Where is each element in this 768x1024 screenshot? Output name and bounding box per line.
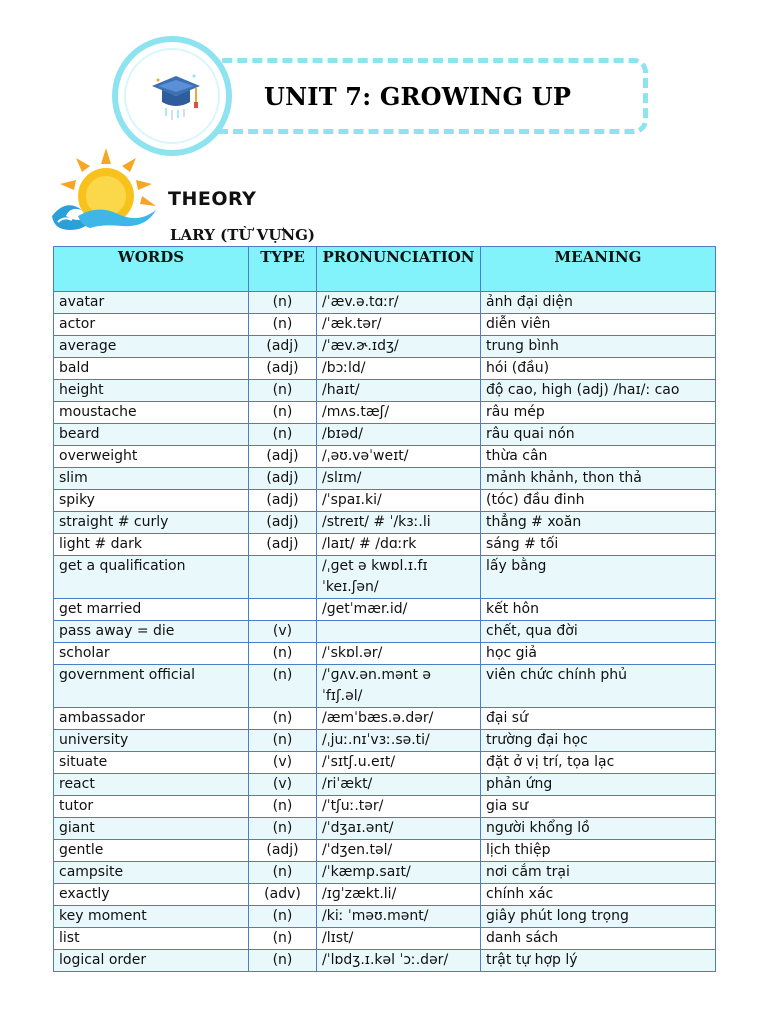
table-row [54,665,716,708]
section-theory-label: THEORY [168,188,257,210]
cell-word: key moment [54,906,249,928]
cell-word: pass away = die [54,621,249,643]
table-row [54,336,716,358]
cell-word: slim [54,468,249,490]
header-meaning: MEANING [481,247,716,292]
cell-pronunciation: /ˈsɪtʃ.u.eɪt/ [317,752,481,774]
cell-pronunciation: /laɪt/ # /dɑːrk [317,534,481,556]
cell-pronunciation: /ˈskɒl.ər/ [317,643,481,665]
table-row [54,796,716,818]
cell-meaning: chết, qua đời [481,621,716,643]
cell-pronunciation: /lɪst/ [317,928,481,950]
cell-type: (adj) [249,336,317,358]
cell-type: (n) [249,796,317,818]
cell-pronunciation: /ɪɡˈzækt.li/ [317,884,481,906]
cell-meaning: lịch thiệp [481,840,716,862]
cell-type: (n) [249,906,317,928]
table-header-row [54,247,716,292]
cell-type [249,599,317,621]
cell-pronunciation: /ˈdʒen.təl/ [317,840,481,862]
cell-type: (v) [249,774,317,796]
cell-type: (n) [249,380,317,402]
header-pronunciation: PRONUNCIATION [317,247,481,292]
cell-pronunciation: /ˈæk.tər/ [317,314,481,336]
table-row [54,840,716,862]
cell-word: moustache [54,402,249,424]
cell-type [249,556,317,599]
page-title: UNIT 7: GROWING UP [264,82,572,111]
cell-pronunciation: /slɪm/ [317,468,481,490]
cell-meaning: thừa cân [481,446,716,468]
cell-pronunciation: /ˈspaɪ.ki/ [317,490,481,512]
cell-meaning: râu mép [481,402,716,424]
cell-pronunciation: /ˈtʃuː.tər/ [317,796,481,818]
cell-type: (adj) [249,446,317,468]
cell-meaning: học giả [481,643,716,665]
cell-pronunciation: /æmˈbæs.ə.dər/ [317,708,481,730]
cell-type: (n) [249,708,317,730]
cell-word: situate [54,752,249,774]
cell-pronunciation: /kiː ˈməʊ.mənt/ [317,906,481,928]
table-row [54,708,716,730]
cell-meaning: trung bình [481,336,716,358]
cell-word: straight # curly [54,512,249,534]
cell-word: tutor [54,796,249,818]
cell-type: (adj) [249,840,317,862]
cell-pronunciation: /mʌs.tæʃ/ [317,402,481,424]
cell-word: beard [54,424,249,446]
cell-meaning: thẳng # xoăn [481,512,716,534]
cell-meaning: nơi cắm trại [481,862,716,884]
vocabulary-table [53,246,716,972]
cell-pronunciation: /ˈkæmp.saɪt/ [317,862,481,884]
header-words: WORDS [54,247,249,292]
cell-type: (n) [249,292,317,314]
table-row [54,468,716,490]
cell-meaning: độ cao, high (adj) /haɪ/: cao [481,380,716,402]
cell-word: giant [54,818,249,840]
cell-meaning: trường đại học [481,730,716,752]
sun-icon [48,146,163,242]
table-row [54,950,716,972]
cell-pronunciation [317,621,481,643]
cell-pronunciation: /bɪəd/ [317,424,481,446]
cell-meaning: trật tự hợp lý [481,950,716,972]
cell-type: (n) [249,402,317,424]
cell-pronunciation: /streɪt/ # ˈ/kɜː.li [317,512,481,534]
cell-word: logical order [54,950,249,972]
cell-pronunciation: /ˈlɒdʒ.ɪ.kəl ˈɔː.dər/ [317,950,481,972]
cell-type: (n) [249,314,317,336]
graduation-cap-icon [150,72,202,122]
cell-meaning: danh sách [481,928,716,950]
cell-type: (n) [249,928,317,950]
table-row [54,774,716,796]
table-row [54,906,716,928]
cell-meaning: hói (đầu) [481,358,716,380]
cell-type: (adj) [249,468,317,490]
cell-meaning: diễn viên [481,314,716,336]
cell-type: (n) [249,950,317,972]
table-row [54,752,716,774]
cell-pronunciation: /ɡetˈmær.id/ [317,599,481,621]
cell-meaning: gia sư [481,796,716,818]
vocabulary-heading: LARY (TỪ VỰNG) [170,226,316,244]
cell-word: scholar [54,643,249,665]
cell-pronunciation: /riˈækt/ [317,774,481,796]
cell-word: university [54,730,249,752]
table-row [54,402,716,424]
cell-word: exactly [54,884,249,906]
table-row [54,621,716,643]
table-row [54,292,716,314]
cell-word: ambassador [54,708,249,730]
cell-meaning: người khổng lồ [481,818,716,840]
cell-word: list [54,928,249,950]
cell-pronunciation: /ˌjuː.nɪˈvɜː.sə.ti/ [317,730,481,752]
table-row [54,380,716,402]
cell-type: (adj) [249,490,317,512]
cell-pronunciation: /haɪt/ [317,380,481,402]
cell-word: height [54,380,249,402]
table-body [54,292,716,972]
table-row [54,862,716,884]
table-row [54,534,716,556]
table-row [54,643,716,665]
table-row [54,358,716,380]
table-row [54,490,716,512]
table-row [54,314,716,336]
cell-pronunciation: /ˌəʊ.vəˈweɪt/ [317,446,481,468]
table-row [54,730,716,752]
cell-word: bald [54,358,249,380]
cell-meaning: đặt ở vị trí, tọa lạc [481,752,716,774]
cell-word: average [54,336,249,358]
cell-pronunciation: /bɔːld/ [317,358,481,380]
cell-word: actor [54,314,249,336]
table-row [54,446,716,468]
cell-pronunciation: /ˈæv.ə.tɑːr/ [317,292,481,314]
cell-type: (adj) [249,512,317,534]
cell-meaning: râu quai nón [481,424,716,446]
header-type: TYPE [249,247,317,292]
cell-type: (n) [249,424,317,446]
cell-word: react [54,774,249,796]
cell-type: (adj) [249,358,317,380]
cell-word: campsite [54,862,249,884]
cell-meaning: phản ứng [481,774,716,796]
table-row [54,599,716,621]
cell-word: overweight [54,446,249,468]
cell-word: spiky [54,490,249,512]
cell-meaning: đại sứ [481,708,716,730]
table-row [54,928,716,950]
cell-meaning: mảnh khảnh, thon thả [481,468,716,490]
cell-type: (adj) [249,534,317,556]
cell-pronunciation: /ˌɡet ə kwɒl.ɪ.fɪ ˈkeɪ.ʃən/ [317,556,481,599]
cell-meaning: giây phút long trọng [481,906,716,928]
cell-word: gentle [54,840,249,862]
cell-word: get a qualification [54,556,249,599]
cell-type: (v) [249,752,317,774]
table-row [54,424,716,446]
cell-meaning: (tóc) đầu đinh [481,490,716,512]
table-row [54,818,716,840]
cell-type: (v) [249,621,317,643]
table-row [54,512,716,534]
cell-meaning: ảnh đại diện [481,292,716,314]
cell-meaning: lấy bằng [481,556,716,599]
cell-pronunciation: /ˈæv.ɚ.ɪdʒ/ [317,336,481,358]
cell-type: (adv) [249,884,317,906]
cell-meaning: viên chức chính phủ [481,665,716,708]
cell-word: get married [54,599,249,621]
cell-pronunciation: /ˈɡʌv.ən.mənt ə ˈfɪʃ.əl/ [317,665,481,708]
cell-word: government official [54,665,249,708]
cell-word: avatar [54,292,249,314]
cell-meaning: kết hôn [481,599,716,621]
cell-type: (n) [249,862,317,884]
cell-type: (n) [249,818,317,840]
cell-meaning: sáng # tối [481,534,716,556]
cell-type: (n) [249,730,317,752]
cell-pronunciation: /ˈdʒaɪ.ənt/ [317,818,481,840]
cell-word: light # dark [54,534,249,556]
table-row [54,556,716,599]
cell-type: (n) [249,643,317,665]
cell-meaning: chính xác [481,884,716,906]
cell-type: (n) [249,665,317,708]
table-row [54,884,716,906]
